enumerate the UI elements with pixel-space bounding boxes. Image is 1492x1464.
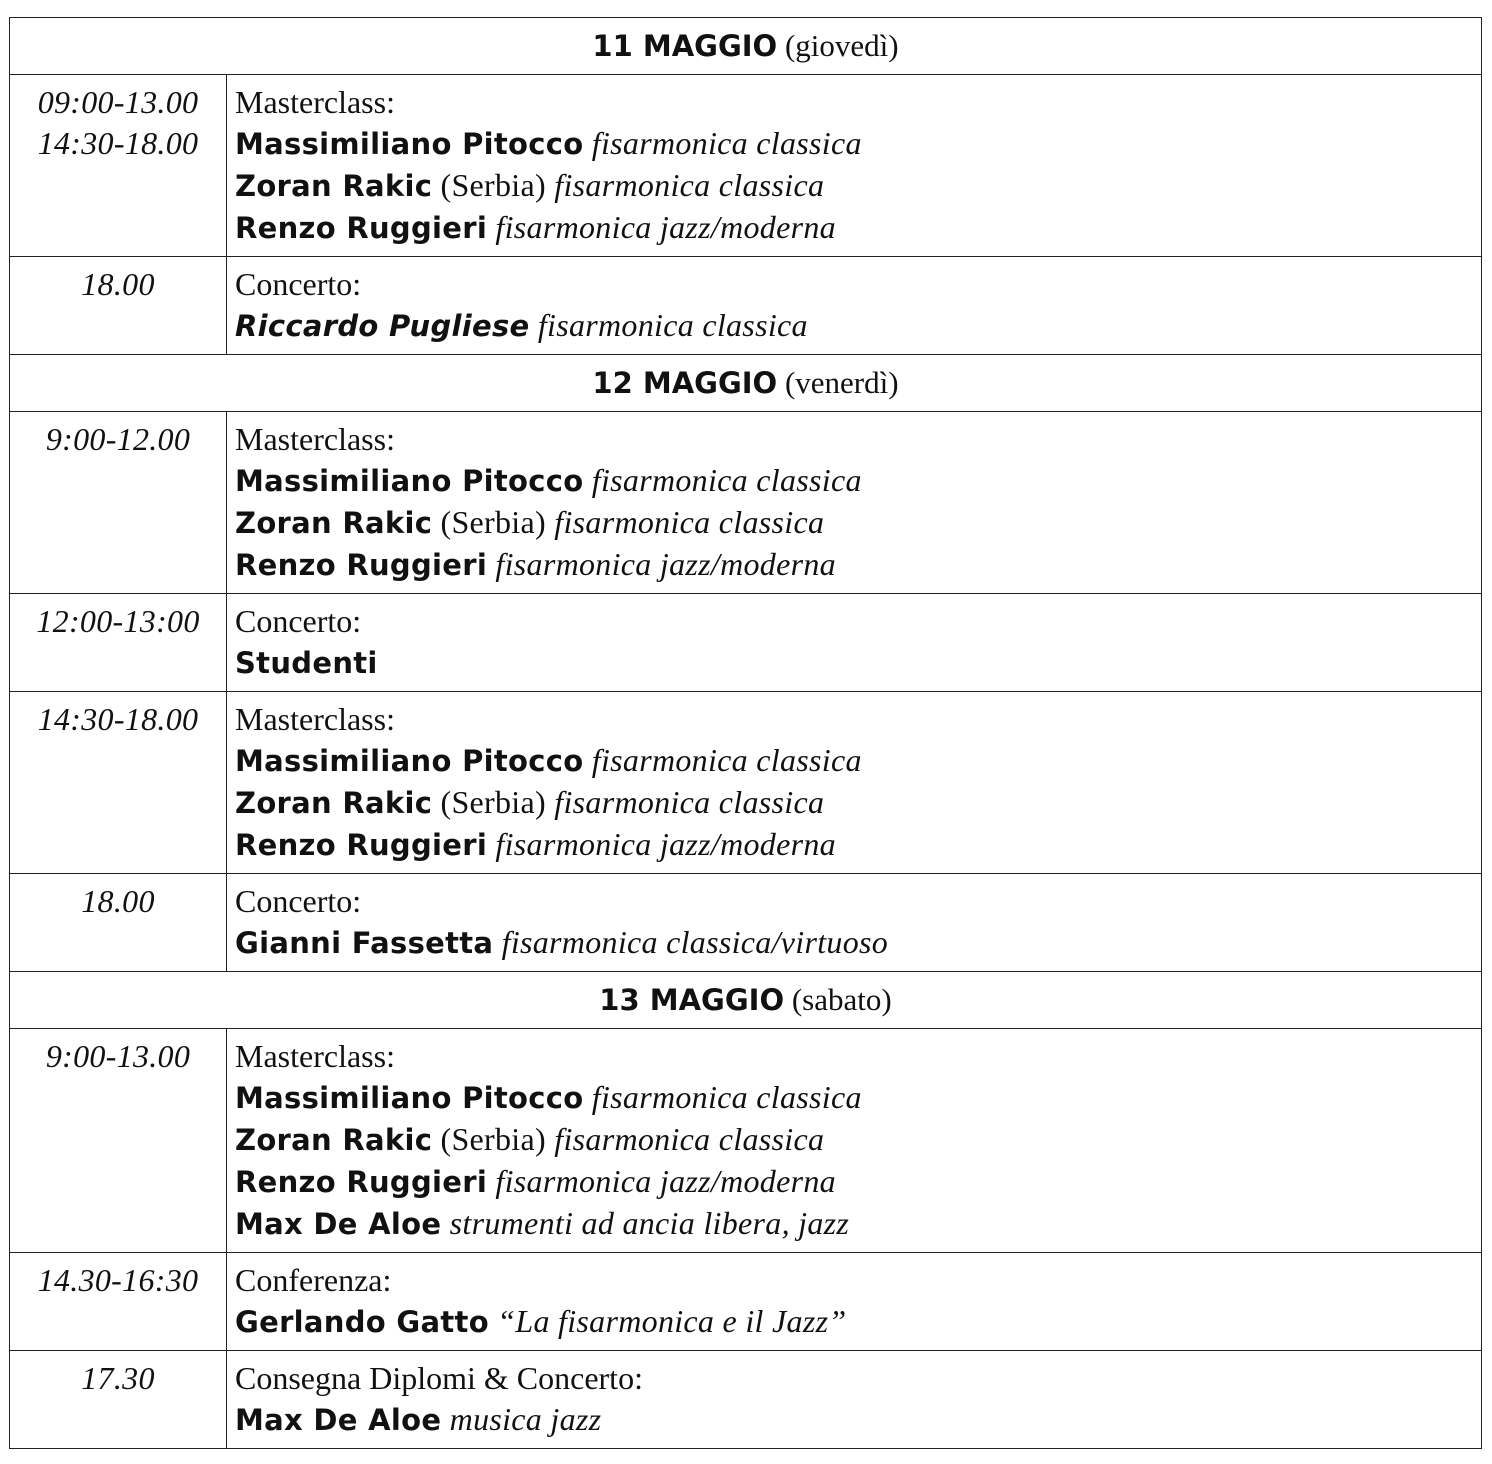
event-type: Concerto: — [235, 883, 362, 919]
schedule-body — [10, 18, 1482, 1449]
day-weekday: (giovedì) — [784, 28, 899, 63]
day-date: 11 MAGGIO — [592, 29, 778, 63]
event-row — [10, 1029, 1482, 1253]
performer-country: (Serbia) — [440, 167, 546, 203]
day-header-row — [10, 18, 1482, 75]
event-time: 18.00 — [81, 266, 155, 302]
performer-country: (Serbia) — [440, 1121, 546, 1157]
performer-instrument: fisarmonica classica — [554, 504, 825, 540]
event-time-cell — [10, 75, 227, 257]
event-content-cell — [227, 874, 1482, 972]
event-time: 14:30-18.00 — [37, 701, 199, 737]
performer-instrument: musica jazz — [449, 1401, 602, 1437]
event-type: Consegna Diplomi & Concerto: — [235, 1360, 643, 1396]
event-row — [10, 1253, 1482, 1351]
performer-line — [235, 1399, 1481, 1441]
day-header — [10, 972, 1482, 1029]
performer-line — [235, 1077, 1481, 1119]
event-row — [10, 257, 1482, 355]
performer-name: Riccardo Pugliese — [235, 309, 530, 343]
event-time-cell — [10, 874, 227, 972]
event-row — [10, 874, 1482, 972]
performer-line — [235, 165, 1481, 207]
event-row — [10, 1351, 1482, 1449]
day-header — [10, 355, 1482, 412]
event-type: Masterclass: — [235, 701, 395, 737]
event-time-cell — [10, 1351, 227, 1449]
event-content-cell — [227, 257, 1482, 355]
event-content-cell — [227, 412, 1482, 594]
event-content-cell — [227, 1253, 1482, 1351]
event-type: Masterclass: — [235, 421, 395, 457]
performer-name: Max De Aloe — [235, 1207, 442, 1241]
event-row — [10, 75, 1482, 257]
performer-line — [235, 1119, 1481, 1161]
performer-name: Massimiliano Pitocco — [235, 1081, 584, 1115]
performer-line — [235, 1203, 1481, 1245]
performer-line — [235, 1301, 1481, 1343]
performer-name: Renzo Ruggieri — [235, 1165, 488, 1199]
performer-country: (Serbia) — [440, 784, 546, 820]
performer-instrument: fisarmonica classica/virtuoso — [501, 924, 889, 960]
performer-name: Renzo Ruggieri — [235, 828, 488, 862]
performer-instrument: strumenti ad ancia libera, jazz — [449, 1205, 850, 1241]
performer-name: Renzo Ruggieri — [235, 211, 488, 245]
day-weekday: (venerdì) — [784, 365, 899, 400]
event-type: Masterclass: — [235, 1038, 395, 1074]
performer-instrument: fisarmonica classica — [537, 307, 808, 343]
performer-line — [235, 207, 1481, 249]
performer-name: Max De Aloe — [235, 1403, 442, 1437]
performer-instrument: fisarmonica jazz/moderna — [495, 546, 836, 582]
event-content-cell — [227, 75, 1482, 257]
schedule-table — [9, 17, 1482, 1449]
event-row — [10, 692, 1482, 874]
performer-country: (Serbia) — [440, 504, 546, 540]
performer-instrument: fisarmonica jazz/moderna — [495, 1163, 836, 1199]
performer-name: Zoran Rakic — [235, 169, 433, 203]
performer-instrument: fisarmonica jazz/moderna — [495, 826, 836, 862]
event-type: Concerto: — [235, 266, 362, 302]
performer-name: Renzo Ruggieri — [235, 548, 488, 582]
performer-line — [235, 922, 1481, 964]
day-date: 13 MAGGIO — [599, 983, 785, 1017]
performer-name: Gerlando Gatto — [235, 1305, 489, 1339]
day-header-row — [10, 355, 1482, 412]
performer-instrument: fisarmonica jazz/moderna — [495, 209, 836, 245]
performer-instrument: fisarmonica classica — [554, 167, 825, 203]
performer-name: Gianni Fassetta — [235, 926, 494, 960]
event-content-cell — [227, 1029, 1482, 1253]
performer-line — [235, 305, 1481, 347]
performer-line — [235, 123, 1481, 165]
performer-instrument: fisarmonica classica — [554, 784, 825, 820]
performer-instrument: fisarmonica classica — [591, 1079, 862, 1115]
performer-name: Studenti — [235, 646, 378, 680]
performer-instrument: fisarmonica classica — [554, 1121, 825, 1157]
day-date: 12 MAGGIO — [592, 366, 778, 400]
event-time-cell — [10, 412, 227, 594]
event-time: 9:00-12.00 — [45, 421, 191, 457]
performer-name: Zoran Rakic — [235, 506, 433, 540]
performer-instrument: “La fisarmonica e il Jazz” — [497, 1303, 847, 1339]
event-type: Masterclass: — [235, 84, 395, 120]
event-content-cell — [227, 1351, 1482, 1449]
event-time: 14.30-16:30 — [37, 1262, 199, 1298]
event-time: 18.00 — [81, 883, 155, 919]
performer-line — [235, 824, 1481, 866]
event-content-cell — [227, 594, 1482, 692]
performer-name: Zoran Rakic — [235, 1123, 433, 1157]
performer-line — [235, 544, 1481, 586]
event-time-cell — [10, 257, 227, 355]
performer-line — [235, 740, 1481, 782]
event-time: 14:30-18.00 — [37, 125, 199, 161]
performer-name: Massimiliano Pitocco — [235, 127, 584, 161]
event-time-cell — [10, 1253, 227, 1351]
event-time: 17.30 — [81, 1360, 155, 1396]
event-type: Conferenza: — [235, 1262, 392, 1298]
performer-instrument: fisarmonica classica — [591, 742, 862, 778]
performer-name: Massimiliano Pitocco — [235, 464, 584, 498]
performer-line — [235, 642, 1481, 684]
event-time: 9:00-13.00 — [45, 1038, 191, 1074]
performer-instrument: fisarmonica classica — [591, 462, 862, 498]
day-header — [10, 18, 1482, 75]
performer-name: Massimiliano Pitocco — [235, 744, 584, 778]
day-weekday: (sabato) — [791, 982, 892, 1017]
event-time-cell — [10, 594, 227, 692]
performer-line — [235, 460, 1481, 502]
event-type: Concerto: — [235, 603, 362, 639]
event-time-cell — [10, 1029, 227, 1253]
performer-line — [235, 1161, 1481, 1203]
day-header-row — [10, 972, 1482, 1029]
performer-line — [235, 502, 1481, 544]
performer-name: Zoran Rakic — [235, 786, 433, 820]
event-row — [10, 412, 1482, 594]
performer-instrument: fisarmonica classica — [591, 125, 862, 161]
performer-line — [235, 782, 1481, 824]
event-time: 12:00-13:00 — [36, 603, 200, 639]
event-time: 09:00-13.00 — [37, 84, 199, 120]
event-content-cell — [227, 692, 1482, 874]
event-time-cell — [10, 692, 227, 874]
event-row — [10, 594, 1482, 692]
